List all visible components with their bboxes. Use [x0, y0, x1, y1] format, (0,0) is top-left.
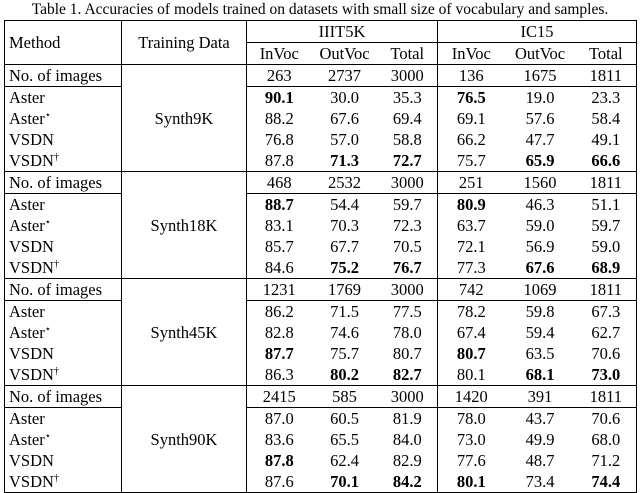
count-cell: 3000 [378, 386, 438, 408]
value-cell: 35.3 [378, 87, 438, 109]
value-cell: 75.2 [312, 257, 378, 279]
value-cell: 67.6 [505, 257, 576, 279]
method-marker: † [53, 473, 59, 484]
count-label: No. of images [5, 279, 122, 301]
method-name: Aster [9, 302, 45, 321]
value-cell: 80.1 [438, 364, 505, 386]
value-cell: 68.9 [576, 257, 637, 279]
method-name: Aster [9, 409, 45, 428]
value-cell: 57.6 [525, 109, 555, 128]
value-cell: 81.9 [378, 408, 438, 430]
value-cell: 62.7 [576, 322, 637, 343]
count-cell: 1811 [576, 172, 637, 194]
value-cell: 59.0 [525, 216, 555, 235]
count-cell: 1811 [576, 65, 637, 87]
value-cell: 19.0 [525, 88, 555, 107]
method-marker: ⋆ [44, 431, 52, 442]
table-caption: Table 1. Accuracies of models trained on datasets with small size of vocabulary and samples. [31, 1, 609, 18]
image-count-row [5, 386, 637, 408]
value-cell: 58.8 [378, 129, 438, 150]
value-cell: 54.4 [330, 195, 359, 214]
method-name: VSDN [9, 151, 54, 170]
table-row [5, 257, 637, 279]
method-cell [5, 257, 122, 279]
value-cell: 73.0 [576, 364, 637, 386]
value-cell: 60.5 [330, 409, 359, 428]
table-header [5, 21, 637, 65]
training-data-cell: Synth90K [122, 386, 247, 493]
count-cell: 136 [438, 65, 505, 87]
method-name: Aster [9, 88, 45, 107]
method-name: Aster [9, 109, 45, 128]
value-cell: 58.4 [576, 108, 637, 129]
value-cell: 59.0 [576, 236, 637, 257]
value-cell: 59.4 [525, 323, 555, 342]
value-cell: 68.1 [505, 364, 576, 386]
count-cell: 3000 [378, 172, 438, 194]
value-cell: 72.7 [378, 150, 438, 172]
value-cell: 63.5 [525, 344, 555, 363]
value-cell: 78.0 [378, 322, 438, 343]
method-marker: ⋆ [44, 110, 52, 121]
image-count-row [5, 279, 637, 301]
method-cell [5, 364, 122, 386]
table-row [5, 364, 637, 386]
method-marker: † [53, 152, 59, 163]
value-cell: 63.7 [456, 216, 486, 235]
value-cell: 76.7 [378, 257, 438, 279]
value-cell: 80.7 [456, 344, 486, 363]
table-row [5, 429, 637, 450]
method-cell [5, 87, 122, 109]
value-cell: 70.6 [576, 343, 637, 364]
table-row [5, 450, 637, 471]
method-name: VSDN [9, 451, 54, 470]
value-cell: 78.2 [456, 302, 486, 321]
count-cell: 1420 [438, 386, 505, 408]
image-count-row [5, 65, 637, 87]
count-cell: 1069 [505, 279, 576, 301]
count-cell: 251 [438, 172, 505, 194]
training-data-cell: Synth18K [122, 172, 247, 279]
value-cell: 67.3 [576, 301, 637, 323]
value-cell: 76.5 [456, 88, 486, 107]
count-cell: 1231 [247, 279, 312, 301]
method-cell [5, 150, 122, 172]
value-cell: 86.3 [247, 364, 312, 386]
method-name: VSDN [9, 472, 54, 491]
count-label: No. of images [5, 386, 122, 408]
method-marker: † [53, 366, 59, 377]
value-cell: 73.0 [456, 430, 486, 449]
table-row [5, 301, 637, 323]
table-row [5, 322, 637, 343]
subheader-cell: Total [378, 43, 438, 65]
method-name: VSDN [9, 237, 54, 256]
value-cell: 71.5 [330, 302, 359, 321]
subheader-cell: InVoc [247, 43, 312, 65]
method-cell [5, 408, 122, 430]
value-cell: 87.8 [264, 451, 294, 470]
count-cell: 1769 [312, 279, 378, 301]
value-cell: 75.7 [438, 150, 505, 172]
count-label: No. of images [5, 172, 122, 194]
table-row [5, 150, 637, 172]
value-cell: 80.2 [312, 364, 378, 386]
value-cell: 69.1 [456, 109, 486, 128]
value-cell: 84.6 [247, 257, 312, 279]
value-cell: 71.2 [576, 450, 637, 471]
subheader-cell: OutVoc [312, 43, 378, 65]
value-cell: 48.7 [525, 451, 555, 470]
value-cell: 70.6 [576, 408, 637, 430]
value-cell: 46.3 [525, 195, 555, 214]
value-cell: 43.7 [525, 409, 555, 428]
training-data-cell: Synth45K [122, 279, 247, 386]
count-cell: 391 [505, 386, 576, 408]
value-cell: 49.1 [576, 129, 637, 150]
count-label: No. of images [5, 65, 122, 87]
value-cell: 77.5 [378, 301, 438, 323]
value-cell: 83.1 [264, 216, 294, 235]
value-cell: 70.1 [312, 471, 378, 493]
subheader-cell: OutVoc [505, 43, 576, 65]
value-cell: 85.7 [264, 237, 294, 256]
table-row [5, 194, 637, 216]
count-cell: 1811 [576, 279, 637, 301]
table-row [5, 408, 637, 430]
method-cell [5, 301, 122, 323]
value-cell: 47.7 [525, 130, 555, 149]
value-cell: 88.7 [264, 195, 294, 214]
value-cell: 67.4 [456, 323, 486, 342]
value-cell: 87.0 [264, 409, 294, 428]
value-cell: 73.4 [505, 471, 576, 493]
value-cell: 90.1 [264, 88, 294, 107]
value-cell: 74.6 [330, 323, 359, 342]
header-training-data: Training Data [122, 21, 247, 65]
value-cell: 83.6 [264, 430, 294, 449]
value-cell: 65.5 [330, 430, 359, 449]
method-name: VSDN [9, 130, 54, 149]
method-cell [5, 471, 122, 493]
value-cell: 57.0 [330, 130, 359, 149]
method-name: Aster [9, 216, 45, 235]
header-ic15: IC15 [438, 21, 637, 43]
method-cell [5, 215, 122, 236]
table-body [5, 65, 637, 493]
value-cell: 68.0 [576, 429, 637, 450]
method-name: VSDN [9, 258, 54, 277]
method-name: VSDN [9, 344, 54, 363]
value-cell: 72.1 [456, 237, 486, 256]
value-cell: 87.8 [247, 150, 312, 172]
results-table [4, 20, 637, 493]
value-cell: 23.3 [576, 87, 637, 109]
table-row [5, 343, 637, 364]
count-cell: 1560 [505, 172, 576, 194]
value-cell: 66.2 [456, 130, 486, 149]
header-method: Method [5, 21, 122, 65]
value-cell: 80.7 [378, 343, 438, 364]
value-cell: 67.7 [330, 237, 359, 256]
count-cell: 3000 [378, 279, 438, 301]
subheader-cell: Total [576, 43, 637, 65]
method-cell [5, 343, 122, 364]
value-cell: 49.9 [525, 430, 555, 449]
value-cell: 51.1 [576, 194, 637, 216]
count-cell: 3000 [378, 65, 438, 87]
method-marker: ⋆ [44, 217, 52, 228]
value-cell: 87.6 [247, 471, 312, 493]
value-cell: 84.2 [378, 471, 438, 493]
value-cell: 84.0 [378, 429, 438, 450]
training-data-cell: Synth9K [122, 65, 247, 172]
value-cell: 59.7 [378, 194, 438, 216]
value-cell: 74.4 [576, 471, 637, 493]
method-cell [5, 129, 122, 150]
value-cell: 30.0 [330, 88, 359, 107]
value-cell: 82.8 [264, 323, 294, 342]
count-cell: 2415 [247, 386, 312, 408]
value-cell: 77.3 [438, 257, 505, 279]
method-marker: ⋆ [44, 324, 52, 335]
table-row [5, 236, 637, 257]
method-cell [5, 194, 122, 216]
value-cell: 71.3 [312, 150, 378, 172]
value-cell: 76.8 [264, 130, 294, 149]
value-cell: 72.3 [378, 215, 438, 236]
value-cell: 59.7 [576, 215, 637, 236]
count-cell: 263 [247, 65, 312, 87]
value-cell: 80.9 [456, 195, 486, 214]
count-cell: 742 [438, 279, 505, 301]
image-count-row [5, 172, 637, 194]
subheader-cell: InVoc [438, 43, 505, 65]
value-cell: 86.2 [264, 302, 294, 321]
value-cell: 65.9 [505, 150, 576, 172]
count-cell: 468 [247, 172, 312, 194]
value-cell: 87.7 [264, 344, 294, 363]
value-cell: 69.4 [378, 108, 438, 129]
table-row [5, 129, 637, 150]
method-name: Aster [9, 430, 45, 449]
method-cell [5, 429, 122, 450]
value-cell: 66.6 [576, 150, 637, 172]
method-name: Aster [9, 195, 45, 214]
count-cell: 1675 [505, 65, 576, 87]
table-row [5, 108, 637, 129]
method-marker: † [53, 259, 59, 270]
method-name: VSDN [9, 365, 54, 384]
method-cell [5, 322, 122, 343]
value-cell: 82.9 [378, 450, 438, 471]
value-cell: 77.6 [456, 451, 486, 470]
table-row [5, 471, 637, 493]
method-cell [5, 236, 122, 257]
value-cell: 56.9 [525, 237, 555, 256]
method-name: Aster [9, 323, 45, 342]
value-cell: 70.3 [330, 216, 359, 235]
method-cell [5, 450, 122, 471]
table-row [5, 87, 637, 109]
value-cell: 70.5 [378, 236, 438, 257]
count-cell: 585 [312, 386, 378, 408]
value-cell: 59.8 [525, 302, 555, 321]
count-cell: 2737 [312, 65, 378, 87]
method-cell [5, 108, 122, 129]
value-cell: 88.2 [264, 109, 294, 128]
count-cell: 2532 [312, 172, 378, 194]
value-cell: 67.6 [330, 109, 359, 128]
value-cell: 75.7 [330, 344, 359, 363]
header-iiit5k: IIIT5K [247, 21, 438, 43]
value-cell: 82.7 [378, 364, 438, 386]
value-cell: 78.0 [456, 409, 486, 428]
value-cell: 62.4 [330, 451, 359, 470]
count-cell: 1811 [576, 386, 637, 408]
value-cell: 80.1 [438, 471, 505, 493]
table-row [5, 215, 637, 236]
